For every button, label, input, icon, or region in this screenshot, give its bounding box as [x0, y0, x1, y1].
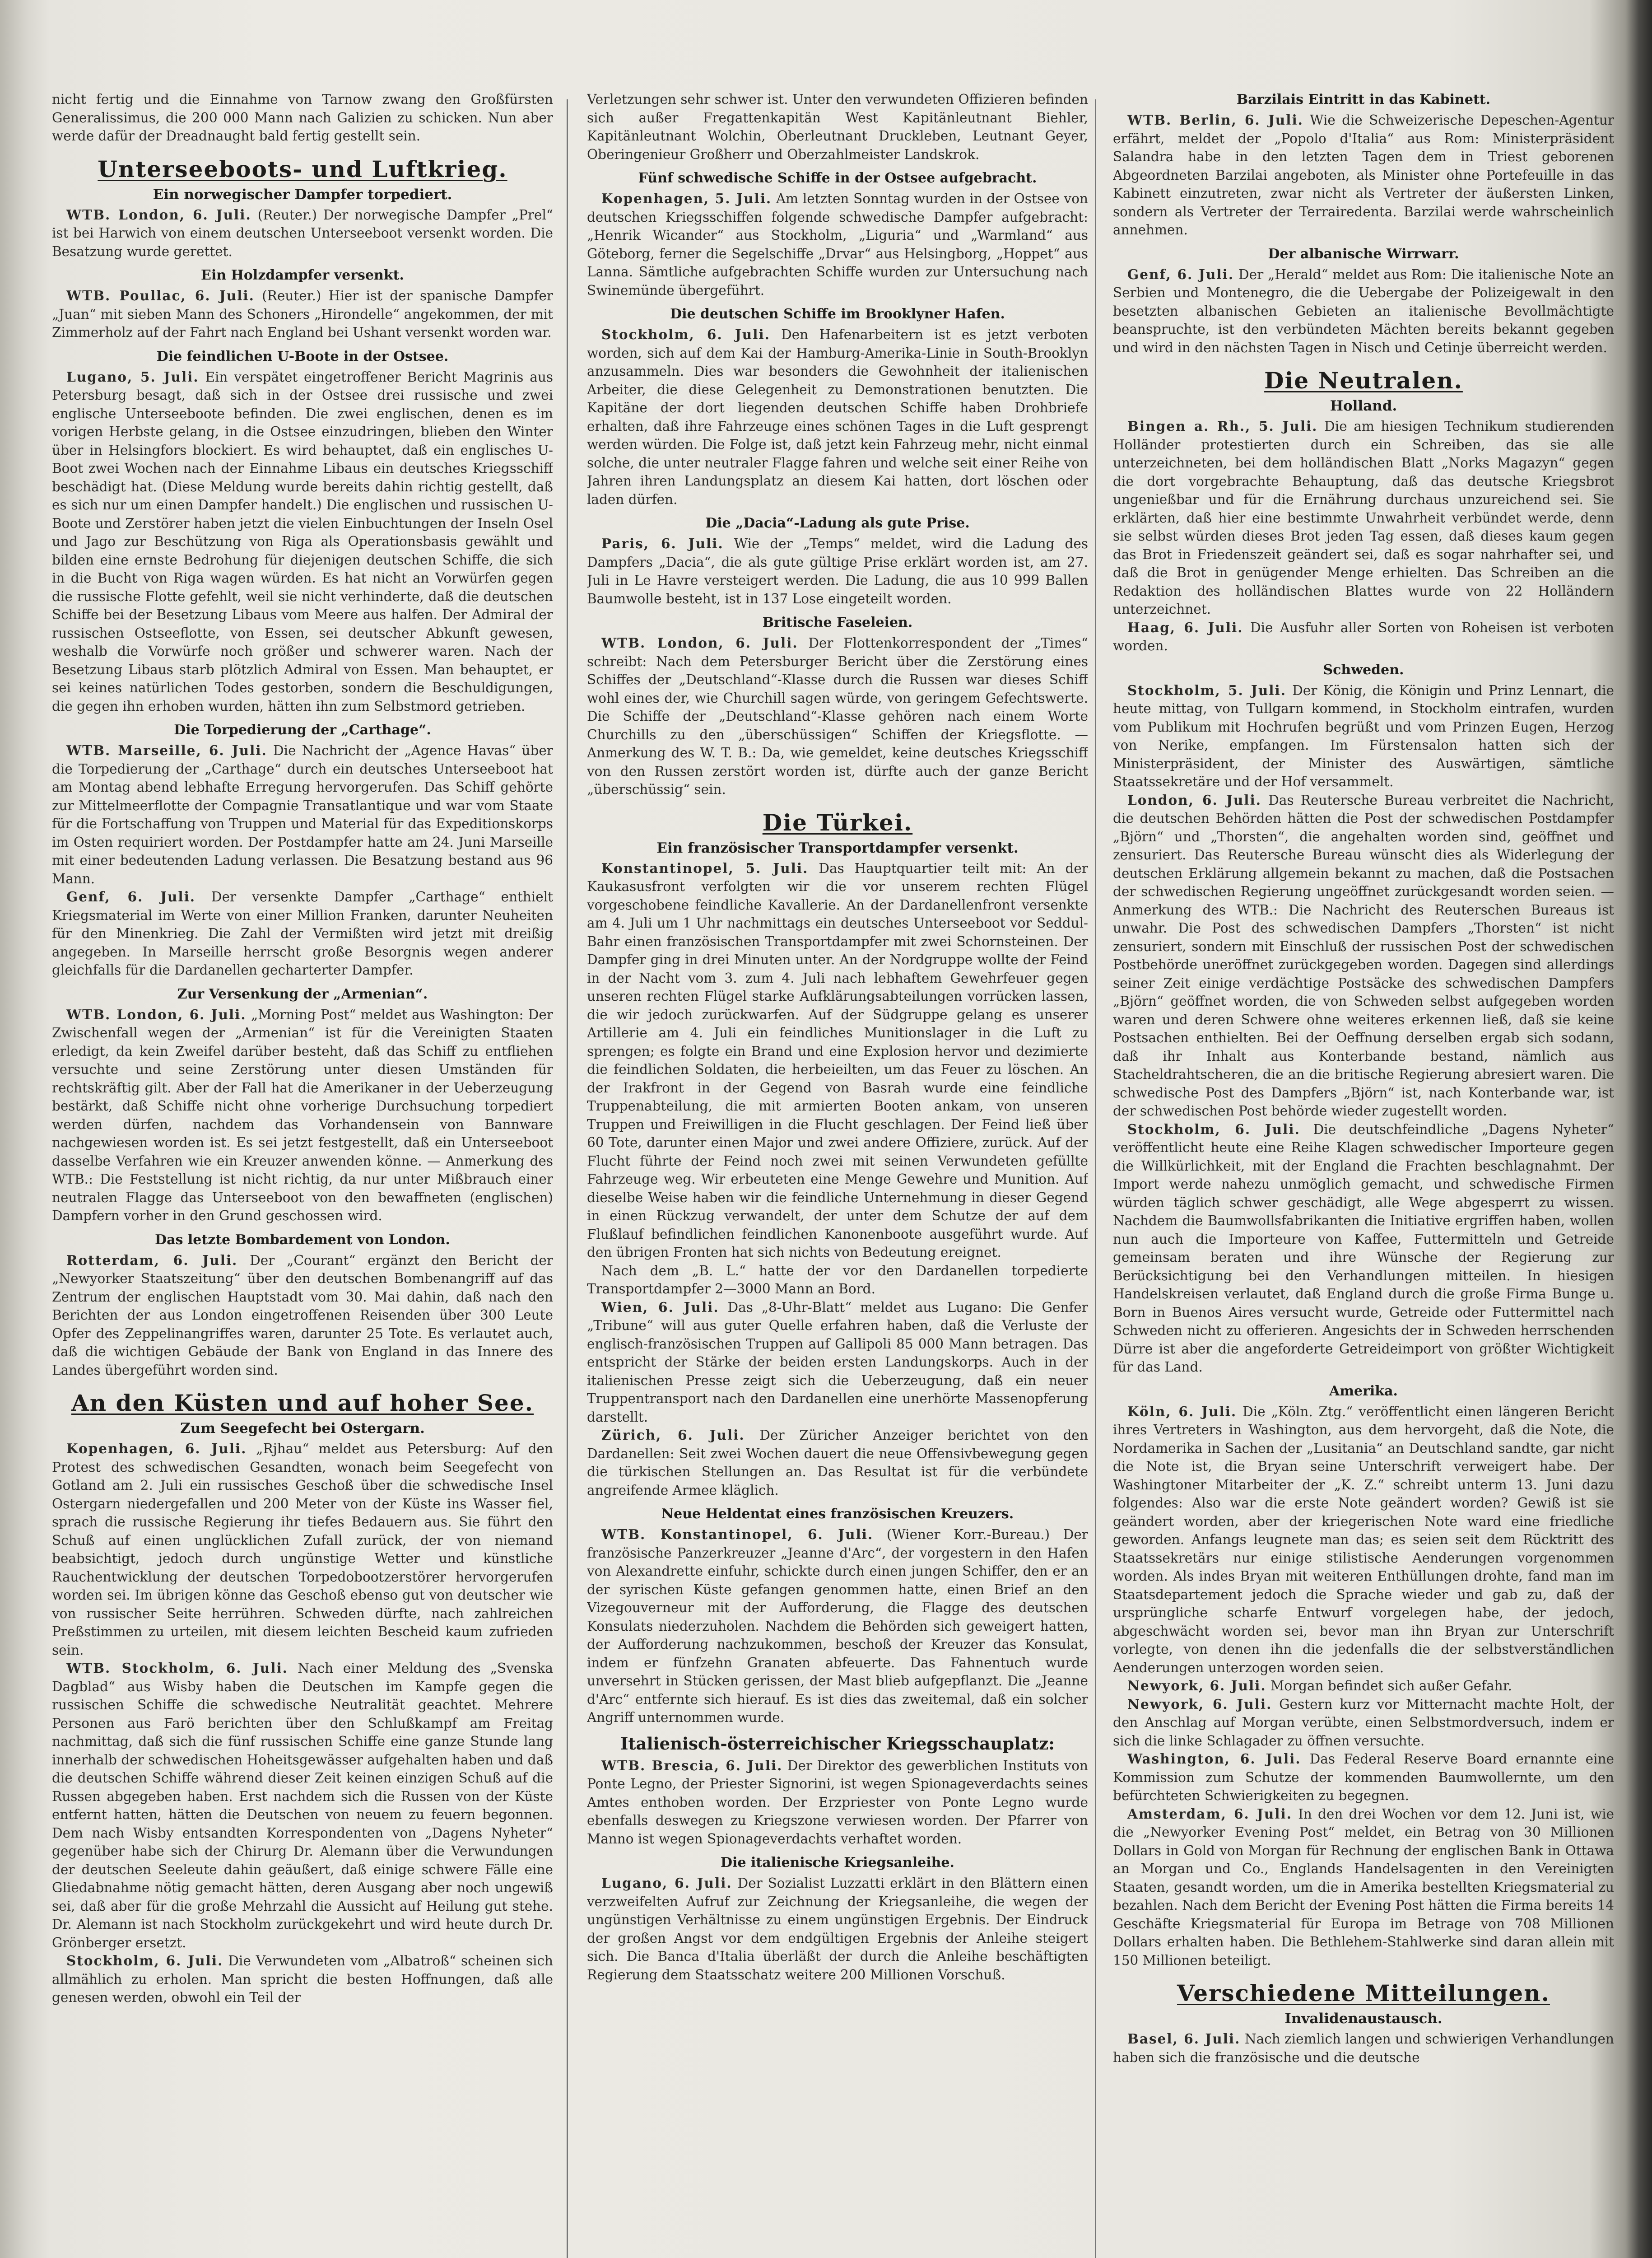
section-subtitle: Zum Seegefecht bei Ostergarn. — [180, 1420, 425, 1437]
article-paragraph — [1113, 1750, 1614, 1805]
article-heading: Schweden. — [1323, 662, 1404, 678]
article-paragraph — [587, 1757, 1088, 1848]
article-paragraph — [1113, 1677, 1614, 1695]
dateline: WTB. Marseille, 6. Juli. — [66, 742, 267, 758]
article-paragraph — [1113, 1805, 1614, 1970]
dateline: WTB. London, 6. Juli. — [66, 1006, 247, 1022]
article-text: (Reuter.) Hier ist der spanische Dampfer „Juan“ mit sieben Mann des Schoners „Hirondelle“ angekommen, der mit Zimmerholz auf der Fahrt nach England bei Ushant versenkt worden war. — [52, 288, 553, 340]
section-subtitle: Ein norwegischer Dampfer torpediert. — [153, 186, 452, 203]
article-text: Wie der „Temps“ meldet, wird die Ladung des Dampfers „Dacia“, die als gute gültige Prise erklärt worden ist, am 27. Juli in Le Havre versteigert werden. Die Ladung, die aus 10 999 Ballen Baumwolle besteht, ist in 137 Lose eingeteilt worden. — [587, 536, 1088, 606]
section-title: Verschiedene Mitteilungen. — [1177, 1980, 1550, 2006]
paragraph: Verletzungen sehr schwer ist. Unter den verwundeten Offizieren befinden sich außer Fregattenkapitän West Kapitänleutnant Biehler, Kapitänleutnant Wolchin, Oberleutnant Druckleben, Leutnant Geyer, Oberingenieur Großherr und Oberzahlmeister Landskrok. — [587, 92, 1088, 162]
article-text: Die am hiesigen Technikum studierenden Holländer protestierten durch ein Schreiben, das sie alle unterzeichneten, bei dem holländischen Blatt „Norks Magazyn“ gegen die dort vorgebrachte Behauptung, daß das deutsche Kriegsbrot ungenießbar und für die Ernährung durchaus unzureichend sei. Sie erklärten, daß hier eine bestimmte Unwahrheit verbündet werde, denn sie selbst würden dieses Brot jeden Tag essen, daß dieses kaum gegen das Brot in Friedenszeit geändert sei, daß es sogar nahrhafter sei, und daß die Brot in genügender Menge erhielten. Das Schreiben an die Redaktion des holländischen Blattes wurde von 22 Holländern unterzeichnet. — [1113, 419, 1614, 617]
article-text: „Rjhau“ meldet aus Petersburg: Auf den Protest des schwedischen Gesandten, wonach beim Seegefecht von Gotland am 2. Juli ein russisches Geschoß über die schwedische Insel Ostergarn niedergefallen und 200 Meter von der Küste ins Wasser fiel, sprach die russische Regierung ihr tiefes Bedauern aus. Sie führt den Schuß auf einen unglücklichen Zufall zurück, der von niemand beabsichtigt, jedoch durch ungünstige Wetter und künstliche Rauchentwicklung der deutschen Torpedobootzerstörer hervorgerufen worden sei. Im übrigen könne das Geschoß ebenso gut von deutscher wie von russischer Seite herrühren. Schweden dürfte, nach zahlreichen Preßstimmen zu urteilen, mit diesem leichten Bescheid kaum zufrieden sein. — [52, 1441, 553, 1658]
dateline: Wien, 6. Juli. — [601, 1299, 719, 1315]
article-text: Das Reutersche Bureau verbreitet die Nachricht, die deutschen Behörden hätten die Post der schwedischen Postdampfer „Björn“ und „Thorsten“, die angehalten worden sind, geöffnet und zensuriert. Das Reutersche Bureau wünscht dies als Widerlegung der deutschen Erklärung allgemein bekannt zu machen, daß die Postsachen der schwedischen Regierung ungeöffnet zurückgesandt worden seien. — Anmerkung des WTB.: Die Nachricht des Reuterschen Bureaus ist unwahr. Die Post des schwedischen Dampfers „Thorsten“ ist nicht zensuriert, sondern mit Einschluß der russischen Post der schwedischen Postbehörde uneröffnet zurückgegeben worden. Dagegen sind allerdings seiner Zeit einige verdächtige Postsäcke des schwedischen Dampfers „Björn“ geöffnet worden, die von Schweden selbst aufgegeben worden waren und deren Schwere ohne weiteres erkennen ließ, daß sie keine Postsachen enthielten. Bei der Oeffnung derselben ergab sich sodann, daß ihr Inhalt aus Konterbande bestand, nämlich aus Stacheldrahtscheren, die an die britische Regierung abresiert waren. Die schwedische Post des Dampfers „Björn“ ist, nach Konterbande war, ist der schwedischen Post behörde wieder zugestellt worden. — [1113, 792, 1614, 1119]
article-paragraph — [52, 287, 553, 342]
article-text: Die Verwundeten vom „Albatroß“ scheinen sich allmählich zu erholen. Man spricht die besten Hoffnungen, daß alle genesen werden, obwohl ein Teil der — [52, 1953, 553, 2005]
article-heading: Der albanische Wirrwarr. — [1268, 246, 1459, 262]
article-paragraph — [587, 1426, 1088, 1499]
article-text: Der „Courant“ ergänzt den Bericht der „Newyorker Staatszeitung“ über den deutschen Bombenangriff auf das Zentrum der englischen Hauptstadt vom 30. Mai dahin, daß nach den Berichten der aus London eingetroffenen Reisenden über 300 Leute Opfer des Zeppelinangriffes waren, darunter 25 Tote. Es verlautet auch, daß die wichtigen Gebäude der Bank von England in das Innere des Landes übergeführt worden sind. — [52, 1252, 553, 1378]
article-text: Ein verspätet eingetroffener Bericht Magrinis aus Petersburg besagt, daß sich in der Ostsee drei russische und zwei englische Unterseeboote befinden. Die zwei englischen, denen es im vorigen Herbste gelang, in die Ostsee einzudringen, blieben den Winter über in Helsingfors blockiert. Es wird behauptet, daß ein englisches U-Boot zwei Wochen nach der Einnahme Libaus ein deutsches Kriegsschiff beschädigt hat. (Diese Meldung wurde bereits dahin richtig gestellt, daß es sich nur um einen Dampfer handelt.) Die englischen und russischen U-Boote und Zerstörer haben jetzt die vielen Einbuchtungen der Inseln Osel und Jago zur Beschützung von Riga als Operationsbasis gewählt und bilden eine ernste Bedrohung für diejenigen deutschen Schiffe, die sich in die Bucht von Riga wagen würden. Es hat nicht an Vorwürfen gegen die russische Flotte gefehlt, weil sie nicht verhinderte, daß die deutschen Schiffe bei der Besetzung Libaus vom Meere aus halfen. Der Admiral der russischen Ostseeflotte, von Essen, sei deutscher Abkunft gewesen, weshalb die Vorwürfe noch größer und schwerer waren. Nach der Besetzung Libaus starb plötzlich Admiral von Essen. Man behauptet, er sei keines natürlichen Todes gestorben, sondern die Beschuldigungen, die gegen ihn erhoben wurden, hätten ihn zum Selbstmord getrieben. — [52, 369, 553, 714]
article-paragraph — [52, 888, 553, 980]
dateline: WTB. Berlin, 6. Juli. — [1127, 112, 1303, 128]
article-heading: Das letzte Bombardement von London. — [155, 1232, 450, 1248]
article-paragraph — [587, 1298, 1088, 1427]
dateline: Köln, 6. Juli. — [1127, 1403, 1237, 1419]
article-paragraph — [1113, 111, 1614, 239]
article-paragraph — [1113, 681, 1614, 791]
dateline: Lugano, 6. Juli. — [601, 1875, 732, 1891]
article-text: Der König, die Königin und Prinz Lennart, die heute mittag, von Tullgarn kommend, in Stockholm eintrafen, wurden vom Publikum mit Hochrufen begrüßt und vom Prinzen Eugen, Herzog von Nerike, empfangen. Im Fürstensalon hatten sich der Ministerpräsident, der Minister des Auswärtigen, sämtliche Staatssekretäre und der Hof versammelt. — [1113, 682, 1614, 789]
article-paragraph — [587, 1874, 1088, 1984]
article-heading: Amerika. — [1329, 1383, 1398, 1399]
dateline: Genf, 6. Juli. — [1127, 266, 1234, 282]
article-text: Der Sozialist Luzzatti erklärt in den Blättern einen verzweifelten Aufruf zur Zeichnung der Kriegsanleihe, die wegen der ungünstigen Verhältnisse zu einem ungünstigen Ergebnis. Der Eindruck der großen Angst vor dem endgültigen Ergebnis der Anleihe steigert sich. Die Banca d'Italia überläßt der durch die Anleihe beschäftigten Regierung dem Staatsschatz weitere 200 Millionen Vorschuß. — [587, 1875, 1088, 1983]
article-paragraph — [1113, 1695, 1614, 1750]
dateline: Stockholm, 6. Juli. — [601, 327, 770, 342]
section-subtitle: Holland. — [1330, 398, 1397, 414]
section-title: Italienisch-österreichischer Kriegsschauplatz: — [620, 1733, 1055, 1754]
article-text: Der versenkte Dampfer „Carthage“ enthielt Kriegsmaterial im Werte von einer Million Franken, darunter Neuheiten für den Minenkrieg. Die Zahl der Vermißten wird jetzt mit dreißig angegeben. In Marseille herrscht große Besorgnis wegen anderer gleichfalls für die Dardanellen gecharterter Dampfer. — [52, 889, 553, 978]
article-paragraph — [587, 634, 1088, 799]
dateline: WTB. London, 6. Juli. — [66, 206, 251, 223]
article-paragraph — [587, 1526, 1088, 1727]
article-heading: Neue Heldentat eines französischen Kreuzers. — [661, 1506, 1014, 1522]
article-text: Die Nachricht der „Agence Havas“ über die Torpedierung der „Carthage“ durch ein deutsches Unterseeboot hat am Montag abend lebhafte Erregung hervorgerufen. Das Schiff gehörte zur Mittelmeerflotte der Compagnie Transatlantique und war vom Staate für die Fortschaffung von Truppen und Material für das Expeditionskorps im Osten requiriert worden. Der Postdampfer hatte am 24. Juni Marseille mit einer bedeutenden Ladung verlassen. Die Besatzung bestand aus 96 Mann. — [52, 743, 553, 886]
dateline: Stockholm, 6. Juli. — [1127, 1121, 1300, 1137]
article-paragraph — [52, 368, 553, 716]
article-text: Der Direktor des gewerblichen Instituts von Ponte Legno, der Priester Signorini, ist wegen Spionageverdachts seines Amtes enthoben worden. Der Erzpriester von Ponte Legno wurde ebenfalls deswegen zu Kriegszone verwiesen worden. Der Pfarrer von Manno ist wegen Spionageverdachts verhaftet worden. — [587, 1758, 1088, 1847]
column-3 — [1113, 90, 1614, 2258]
dateline: Stockholm, 5. Juli. — [1127, 682, 1286, 698]
article-text: Das „8-Uhr-Blatt“ meldet aus Lugano: Die Genfer „Tribune“ will aus guter Quelle erfahren haben, daß die Verluste der englisch-französischen Truppen auf Gallipoli 85 000 Mann betragen. Das entspricht der Stärke der beiden ersten Landungskorps. Auch in der italienischen Presse zeigt sich die Ueberzeugung, daß ein neuer Truppentransport nach den Dardanellen eine unerhörte Massenopferung darstellt. — [587, 1299, 1088, 1425]
article-text: Das Hauptquartier teilt mit: An der Kaukasusfront verfolgten wir die vor unserem rechten Flügel vorgeschobene feindliche Kavallerie. An der Dardanellenfront versenkte am 4. Juli um 1 Uhr nachmittags ein deutsches Unterseeboot vor Seddul-Bahr einen französischen Transportdampfer mit zwei Schornsteinen. Der Dampfer ging in drei Minuten unter. An der Nordgruppe wollte der Feind in der Nacht vom 3. zum 4. Juli nach lebhaftem Gewehrfeuer gegen unseren rechten Flügel starke Aufklärungsabteilungen vorrücken lassen, die wir jedoch zurückwarfen. Auf der Südgruppe gelang es unserer Artillerie am 4. Juli ein feindliches Munitionslager in die Luft zu sprengen; es folgte ein Brand und eine Explosion hervor und dezimierte die feindlichen Soldaten, die herbeieilten, um das Feuer zu löschen. An der Irakfront in der Gegend von Basrah wurde eine feindliche Truppenabteilung, die mit armierten Booten ankam, von unseren Truppen und Freiwilligen in die Flucht geschlagen. Der Feind ließ über 60 Tote, darunter einen Major und zwei andere Offiziere, zurück. Auf der Flucht führte der Feind noch zwei mit seinen Verwundeten gefüllte Fahrzeuge weg. Wir erbeuteten eine Menge Gewehre und Munition. Auf dieselbe Weise haben wir die feindliche Unternehmung in dieser Gegend in einen Rückzug verwandelt, der unter dem Schutze der auf dem Flußlauf befindlichen feindlichen Kanonenboote ausgeführt wurde. Auf den übrigen Fronten hat sich nichts von Bedeutung ereignet. — [587, 860, 1088, 1260]
article-text: Die deutschfeindliche „Dagens Nyheter“ veröffentlicht heute eine Reihe Klagen schwedischer Importeure gegen die Willkürlichkeit, mit der England die Frachten beschlagnahmt. Der Import werde nahezu unmöglich gemacht, und schwedische Firmen würden täglich schwer geschädigt, alle Wege abgesperrt zu wissen. Nachdem die Baumwollsfabrikanten die Initiative ergriffen haben, wollen nun auch die Importeure von Kaffee, Futtermitteln und Getreide gemeinsam beraten und ihre Wünsche der Regierung zur Berücksichtigung bei den Verhandlungen mitteilen. In hiesigen Handelskreisen verlautet, daß England durch die große Firma Bunge u. Born in Buenos Aires versucht wurde, Getreide oder Futtermittel nach Schweden nicht zu offerieren. Angesichts der in Schweden herrschenden Dürre ist aber die angeforderte Getreideimport von größter Wichtigkeit für das Land. — [1113, 1121, 1614, 1375]
section-title: Die Türkei. — [762, 809, 913, 836]
paragraph: nicht fertig und die Einnahme von Tarnow zwang den Großfürsten Generalissimus, die 200 000 Mann nach Galizien zu schicken. Nun aber werde dafür der Dreadnaught bald fertig gestellt sein. — [52, 92, 553, 144]
article-paragraph — [52, 1952, 553, 2007]
column-rule — [1095, 99, 1096, 2258]
article-paragraph — [52, 1440, 553, 1659]
dateline: WTB. Poullac, 6. Juli. — [66, 288, 255, 303]
dateline: WTB. London, 6. Juli. — [601, 635, 798, 651]
article-heading: Britische Faseleien. — [762, 615, 913, 630]
article-text: Die „Köln. Ztg.“ veröffentlicht einen längeren Bericht ihres Vertreters in Washington, aus dem hervorgeht, daß die Note, die Nordamerika in Sachen der „Lusitania“ an Deutschland sandte, gar nicht die Note ist, die Bryan seine Unterschrift verweigert habe. Der Washingtoner Mitarbeiter der „K. Z.“ schreibt unterm 13. Juni dazu folgendes: Also war die erste Note geändert worden? Gewiß ist sie geändert worden, aber der kriegerischen Note ward eine friedliche geworden. Anfangs leugnete man das; es seien seit dem Rücktritt des Staatssekretärs nur einige stilistische Aenderungen vorgenommen worden. Als indes Bryan mit weiteren Enthüllungen drohte, fand man im Staatsdepartement jedoch die Sprache wieder und gab zu, daß der ursprüngliche scharfe Entwurf vorgelegen habe, der jedoch, abgeschwächt worden sei, bevor man ihn Bryan zur Unterschrift vorlegte, von denen ihn die jedenfalls die der selbstverständlichen Aenderungen unterzogen worden seien. — [1113, 1404, 1614, 1675]
dateline: Paris, 6. Juli. — [601, 536, 724, 551]
article-heading: Zur Versenkung der „Armenian“. — [177, 986, 428, 1002]
dateline: Stockholm, 6. Juli. — [66, 1953, 223, 1969]
article-heading: Die „Dacia“-Ladung als gute Prise. — [705, 515, 970, 531]
column-2 — [587, 90, 1088, 2258]
article-paragraph — [1113, 1403, 1614, 1677]
dateline: WTB. Konstantinopel, 6. Juli. — [601, 1526, 874, 1542]
section-title: Unterseeboots- und Luftkrieg. — [98, 155, 507, 182]
dateline: Lugano, 5. Juli. — [66, 369, 199, 385]
article-paragraph — [1113, 1120, 1614, 1376]
article-text: Am letzten Sonntag wurden in der Ostsee von deutschen Kriegsschiffen folgende schwedische Dampfer aufgebracht: „Henrik Wicander“ aus Stockholm, „Liguria“ und „Warmland“ aus Göteborg, ferner die Segelschiffe „Drvar“ aus Helsingborg, „Hoppet“ aus Lanna. Sämtliche aufgebrachten Schiffe wurden zur Untersuchung nach Swinemünde übergeführt. — [587, 191, 1088, 298]
dateline: Kopenhagen, 5. Juli. — [601, 191, 772, 206]
dateline: WTB. Stockholm, 6. Juli. — [66, 1660, 288, 1676]
newspaper-page — [52, 90, 1614, 2258]
article-paragraph: Nach dem „B. L.“ hatte der vor den Dardanellen torpedierte Transportdampfer 2—3000 Mann an Bord. — [587, 1263, 1088, 1297]
article-heading: Die Torpedierung der „Carthage“. — [174, 722, 431, 738]
dateline: WTB. Brescia, 6. Juli. — [601, 1757, 783, 1773]
dateline: Newyork, 6. Juli. — [1127, 1696, 1272, 1712]
article-text: Das Federal Reserve Board ernannte eine Kommission zum Schutze der kommenden Baumwollernte, um den befürchteten Schwierigkeiten zu begegnen. — [1113, 1751, 1614, 1803]
dateline: Basel, 6. Juli. — [1127, 2031, 1241, 2047]
dateline: Bingen a. Rh., 5. Juli. — [1127, 418, 1318, 434]
article-text: Gestern kurz vor Mitternacht machte Holt, der den Anschlag auf Morgan verübte, einen Selbstmordversuch, indem er sich die linke Schlagader zu öffnen versuchte. — [1113, 1696, 1614, 1749]
section-subtitle: Ein französischer Transportdampfer versenkt. — [656, 840, 1019, 856]
dateline: Newyork, 6. Juli. — [1127, 1678, 1266, 1694]
article-paragraph — [52, 1659, 553, 1952]
article-text: Nach einer Meldung des „Svenska Dagblad“ aus Wisby haben die Deutschen im Kampfe gegen die russischen Schiffe die schwedische Neutralität geachtet. Mehrere Personen aus Farö berichten über den Schlußkampf am Freitag nachmittag, daß sich die fünf russischen Schiffe eine ganze Stunde lang innerhalb der schwedischen Hoheitsgewässer aufgehalten haben und daß die deutschen Schiffe während dieser Zeit keinen einzigen Schuß auf die Russen abgegeben haben. Erst nachdem sich die Russen von der Küste entfernt hatten, hätten die Deutschen von neuem zu feuern begonnen. Dem nach Wisby entsandten Korrespondenten von „Dagens Nyheter“ gegenüber habe sich der Chirurg Dr. Alemann über die Verwundungen der deutschen Seeleute dahin geäußert, daß einige schwere Fälle eine Gliedabnahme nötig gemacht hätten, deren Ausgang aber noch ungewiß sei, daß aber für die große Mehrzahl die Aussicht auf Heilung gut stehe. Dr. Alemann ist nach Stockholm zurückgekehrt und wird heute durch Dr. Grönberger ersetzt. — [52, 1661, 553, 1950]
article-paragraph — [1113, 2030, 1614, 2067]
dateline: Zürich, 6. Juli. — [601, 1427, 745, 1443]
article-text: Die Ausfuhr aller Sorten von Roheisen ist verboten worden. — [1113, 620, 1614, 653]
article-heading: Ein Holzdampfer versenkt. — [201, 267, 404, 283]
article-paragraph — [587, 190, 1088, 299]
article-paragraph — [1113, 266, 1614, 357]
dateline: Amsterdam, 6. Juli. — [1127, 1805, 1292, 1822]
article-paragraph — [1113, 791, 1614, 1120]
article-text: Den Hafenarbeitern ist es jetzt verboten worden, sich auf dem Kai der Hamburg-Amerika-Linie in South-Brooklyn anzusammeln. Dies war besonders die Gewohnheit der italienischen Arbeiter, die diese Gelegenheit zu Demonstrationen benutzten. Die Kapitäne der dort liegenden deutschen Schiffe haben Drohbriefe erhalten, daß ihre Fahrzeuge eines schönen Tages in die Luft gesprengt werden würden. Die Folge ist, daß jetzt kein Fahrzeug mehr, nicht einmal solche, die unter neutraler Flagge fahren und welche seit einer Reihe von Jahren ihren Landungsplatz an diesem Kai hatten, dort löschen oder laden dürfen. — [587, 327, 1088, 507]
section-title: Die Neutralen. — [1264, 367, 1463, 394]
article-paragraph — [587, 326, 1088, 509]
article-text: (Reuter.) Der norwegische Dampfer „Prel“ ist bei Harwich von einem deutschen Unterseeboot versenkt worden. Die Besatzung wurde gerettet. — [52, 207, 553, 259]
dateline: Konstantinopel, 5. Juli. — [601, 860, 809, 876]
article-paragraph — [587, 535, 1088, 608]
article-text: In den drei Wochen vor dem 12. Juni ist, wie die „Newyorker Evening Post“ meldet, ein Betrag von 30 Millionen Dollars in Gold von Morgan für Rechnung der englischen Bank in Ottawa an Morgan und Co., Englands Handelsagenten in den Vereinigten Staaten, gesandt worden, um die in Amerika bestellten Kriegsmaterial zu bezahlen. Nach dem Bericht der Evening Post hätten die Firma bereits 14 Geschäfte Kriegsmaterial für Europa im Betrage von 708 Millionen Dollars erhalten haben. Die Bethlehem-Stahlwerke sind daran allein mit 150 Millionen beteiligt. — [1113, 1806, 1614, 1968]
dateline: Kopenhagen, 6. Juli. — [66, 1441, 247, 1456]
article-paragraph — [52, 1006, 553, 1225]
article-text: Der Flottenkorrespondent der „Times“ schreibt: Nach dem Petersburger Bericht über die Zerstörung eines Schiffes der „Deutschland“-Klasse durch die Russen war dieses Schiff wohl eines der, wie Churchill sagen würde, von geringem Gefechtswerte. Die Schiffe der „Deutschland“-Klasse gehören nach einem Worte Churchills zu den „überschüssigen“ Schiffen der Kriegsflotte. — Anmerkung des W. T. B.: Da, wie gemeldet, keine deutsches Kriegsschiff von den Russen zerstört worden ist, dürfte auch der ganze Bericht „überschüssig“ sein. — [587, 635, 1088, 797]
article-heading: Die deutschen Schiffe im Brooklyner Hafen. — [670, 306, 1005, 322]
dateline: Rotterdam, 6. Juli. — [66, 1252, 238, 1268]
article-text: Morgan befindet sich außer Gefahr. — [1270, 1678, 1512, 1694]
section-subtitle: Invalidenaustausch. — [1284, 2011, 1443, 2027]
article-text: „Morning Post“ meldet aus Washington: Der Zwischenfall wegen der „Armenian“ ist für die Vereinigten Staaten erledigt, da kein Zweifel darüber besteht, daß das Schiff zu entfliehen versuchte und seine Zerstörung unter diesen Umständen für rechtskräftig gilt. Aber der Fall hat die Amerikaner in der Ueberzeugung bestärkt, daß Schiffe nicht ohne vorherige Durchsuchung torpediert werden dürfen, nachdem das Vorhandensein von Bannware nachgewiesen worden ist. Es sei jetzt festgestellt, daß ein Unterseeboot dasselbe Verfahren wie ein Kreuzer anwenden könne. — Anmerkung des WTB.: Die Feststellung ist nicht richtig, da nur unter Mißbrauch einer neutralen Flagge das Unterseeboot von den bewaffneten (englischen) Dampfern vorher in den Grund geschossen wird. — [52, 1007, 553, 1223]
dateline: Genf, 6. Juli. — [66, 889, 196, 905]
column-1 — [52, 90, 553, 2258]
article-paragraph — [1113, 619, 1614, 655]
article-text: Wie die Schweizerische Depeschen-Agentur erfährt, meldet der „Popolo d'Italia“ aus Rom: Ministerpräsident Salandra habe in den letzten Tagen dem in Triest geborenen Abgeordneten Barzilai angeboten, als Minister ohne Portefeuille in das Kabinett einzutreten, zwar nicht als Vertreter der äußersten Linken, sondern als Vertreter der Terrairedenta. Barzilai werde wahrscheinlich annehmen. — [1113, 112, 1614, 238]
dateline: Haag, 6. Juli. — [1127, 619, 1243, 635]
article-text: Nach ziemlich langen und schwierigen Verhandlungen haben sich die französische und die deutsche — [1113, 2031, 1614, 2065]
article-heading: Barzilais Eintritt in das Kabinett. — [1236, 92, 1491, 107]
column-rule — [567, 99, 568, 2258]
section-title: An den Küsten und auf hoher See. — [71, 1390, 534, 1416]
article-text: Der Züricher Anzeiger berichtet von den Dardanellen: Seit zwei Wochen dauert die neue Offensivbewegung gegen die türkischen Stellungen an. Das Resultat ist für die verbündete angreifende Armee kläglich. — [587, 1428, 1088, 1498]
article-text: (Wiener Korr.-Bureau.) Der französische Panzerkreuzer „Jeanne d'Arc“, der vorgestern in den Hafen von Alexandrette einfuhr, schickte durch einen jungen Schiffer, den er an der syrischen Küste gefangen genommen hatte, einen Brief an den Vizegouverneur mit der Aufforderung, die Flagge des deutschen Konsulats niederzuholen. Nachdem die Behörden sich geweigert hatten, der Aufforderung nachzukommen, beschoß der Kreuzer das Konsulat, indem er fünfzehn Granaten abfeuerte. Das Fahnentuch wurde unversehrt in Stücken gerissen, der Mast blieb aufgepflanzt. Die „Jeanne d'Arc“ entfernte sich hierauf. Es ist dies das zweitemal, daß ein solcher Angriff unternommen wurde. — [587, 1527, 1088, 1725]
dateline: Washington, 6. Juli. — [1127, 1751, 1301, 1767]
article-heading: Fünf schwedische Schiffe in der Ostsee aufgebracht. — [638, 170, 1037, 186]
article-heading: Die feindlichen U-Boote in der Ostsee. — [156, 348, 449, 364]
article-heading: Die italienische Kriegsanleihe. — [721, 1855, 954, 1871]
article-text: Der „Herald“ meldet aus Rom: Die italienische Note an Serbien und Montenegro, die die Uebergabe der Polizeigewalt in den besetzten albanischen Gebieten an italienische Bevollmächtigte beanspruchte, ist den verbündeten Mächten bereits bekannt gegeben und wird in den nächsten Tagen in Nisch und Cetinje überreicht werden. — [1113, 266, 1614, 355]
article-paragraph — [587, 859, 1088, 1262]
dateline: London, 6. Juli. — [1127, 792, 1261, 808]
article-paragraph — [52, 742, 553, 888]
article-paragraph — [52, 206, 553, 261]
article-paragraph — [52, 1251, 553, 1380]
article-paragraph — [1113, 417, 1614, 619]
